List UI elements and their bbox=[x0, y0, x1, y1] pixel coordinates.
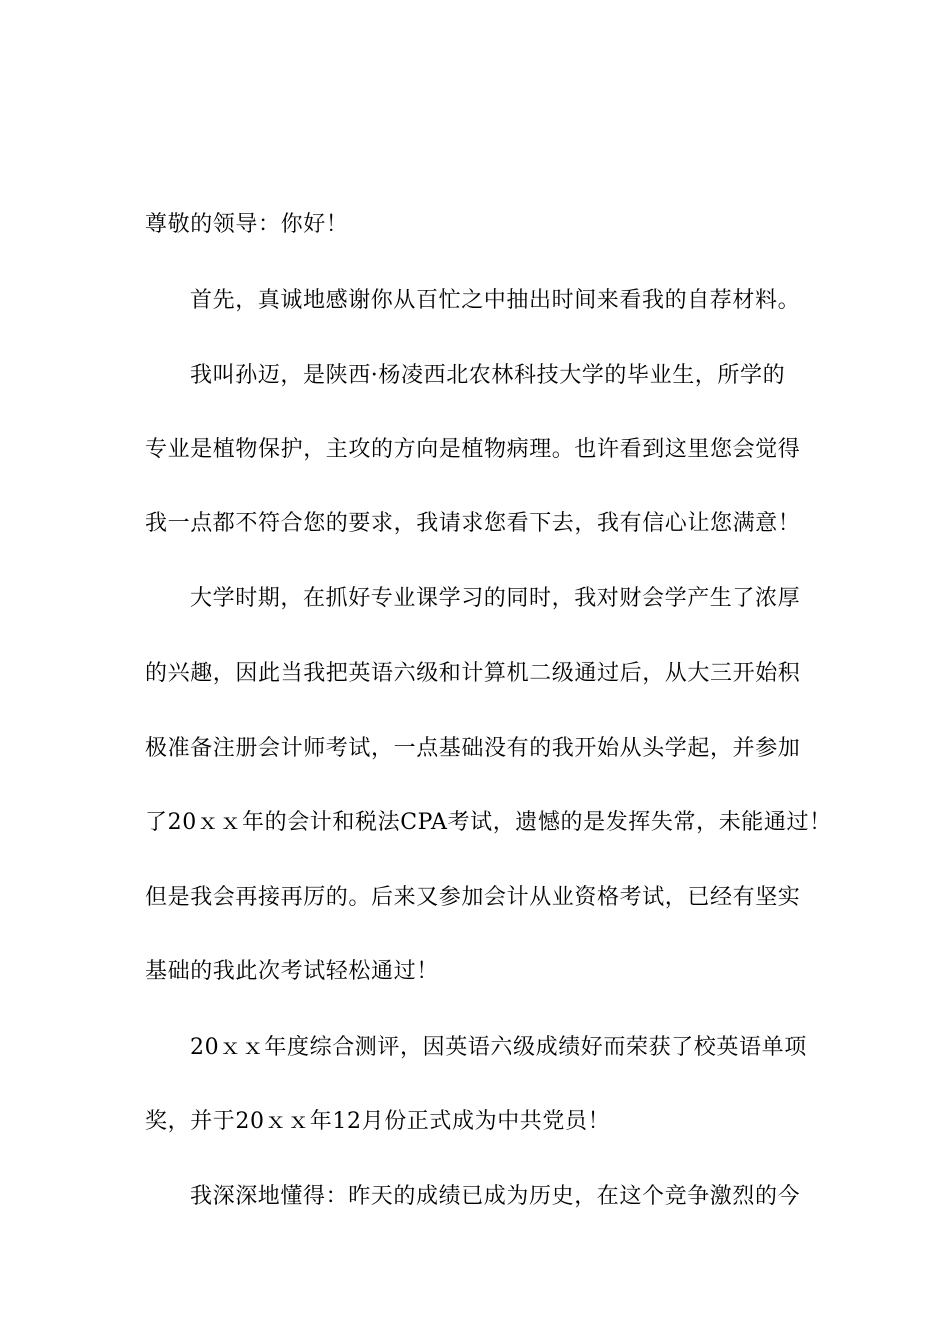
paragraph-line: 了20ｘｘ年的会计和税法CPA考试，遗憾的是发挥失常，未能通过！ bbox=[145, 810, 832, 835]
paragraph-line: 首先，真诚地感谢你从百忙之中抽出时间来看我的自荐材料。 bbox=[190, 288, 801, 313]
paragraph-line: 大学时期，在抓好专业课学习的同时，我对财会学产生了浓厚 bbox=[190, 586, 801, 611]
paragraph-line: 我叫孙迈，是陕西·杨凌西北农林科技大学的毕业生，所学的 bbox=[190, 363, 786, 388]
paragraph-line: 奖，并于20ｘｘ年12月份正式成为中共党员！ bbox=[145, 1109, 611, 1134]
paragraph-line: 我一点都不符合您的要求，我请求您看下去，我有信心让您满意！ bbox=[145, 511, 801, 536]
paragraph-line: 的兴趣，因此当我把英语六级和计算机二级通过后，从大三开始积 bbox=[145, 661, 801, 686]
paragraph-line: 但是我会再接再厉的。后来又参加会计从业资格考试，已经有坚实 bbox=[145, 885, 801, 910]
salutation: 尊敬的领导：你好！ bbox=[145, 212, 349, 237]
paragraph-line: 基础的我此次考试轻松通过！ bbox=[145, 959, 439, 984]
paragraph-line: 20ｘｘ年度综合测评，因英语六级成绩好而荣获了校英语单项 bbox=[190, 1035, 807, 1060]
paragraph-line: 极准备注册会计师考试，一点基础没有的我开始从头学起，并参加 bbox=[145, 736, 801, 761]
paragraph-line: 我深深地懂得：昨天的成绩已成为历史，在这个竞争激烈的今 bbox=[190, 1184, 801, 1209]
paragraph-line: 专业是植物保护，主攻的方向是植物病理。也许看到这里您会觉得 bbox=[145, 437, 801, 462]
